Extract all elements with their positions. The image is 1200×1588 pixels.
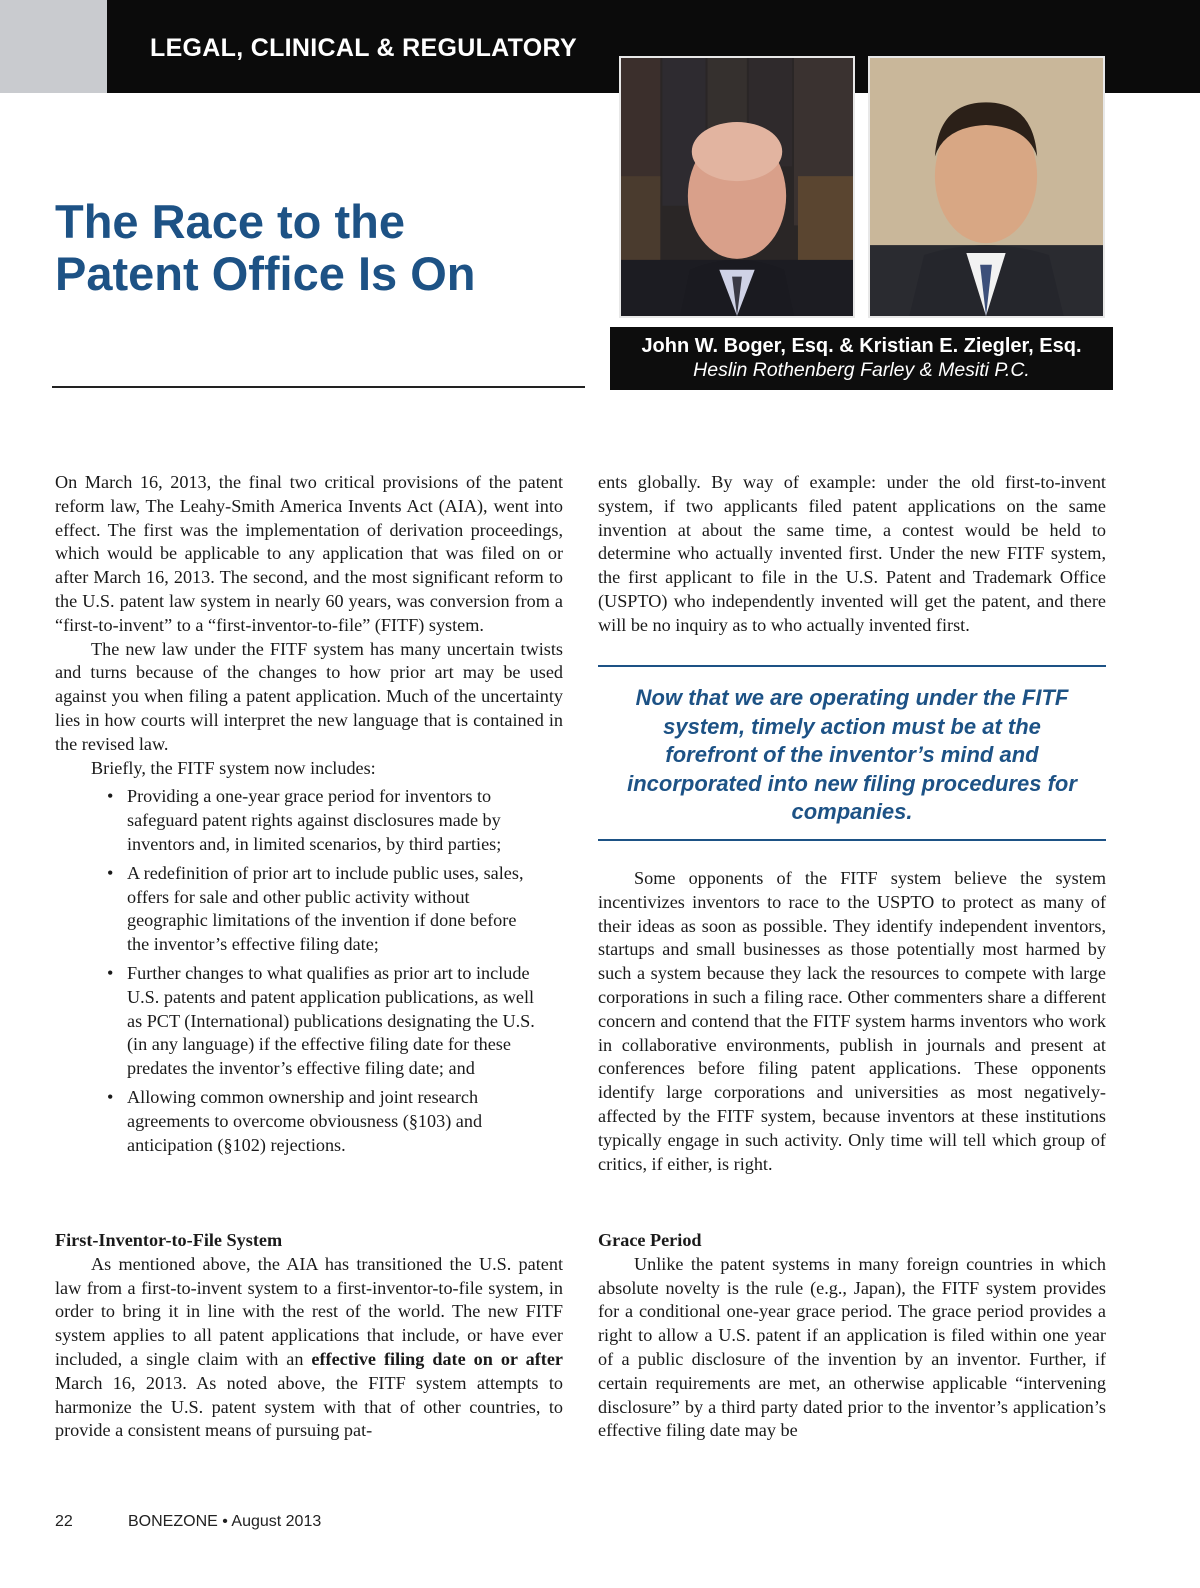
pull-quote	[598, 665, 1106, 841]
right-paragraph-2: Some opponents of the FITF system believe the system incentivizes inventors to race to the USPTO to protect as many of their ideas as soon as possible. They identify independent inventors, startups and small businesses as those potentially most harmed by such a system because they lack the resources to compete with large corporations in such a filing race. Other commenters share a different concern and contend that the FITF system harms inventors who work in collaborative environments, publish in journals and present at conferences before filing patent applications. These opponents identify large corporations and universities as most negatively-affected by the FITF system, because inventors at these institutions typically engage in such activity. Only time will tell which group of critics, if either, is right.	[598, 868, 1106, 1174]
page-footer	[55, 1513, 321, 1531]
bullet-icon: •	[107, 962, 114, 983]
bullet-icon: •	[107, 786, 114, 807]
fitf-bullet-list	[55, 785, 563, 1157]
author-photo-left	[619, 56, 855, 318]
title-divider	[52, 386, 585, 388]
bullet-icon: •	[107, 1086, 114, 1107]
right-column-top	[598, 471, 1106, 638]
fitf-paragraph-part-2: March 16, 2013. As noted above, the FITF system attempts to harmonize the U.S. patent system with that of other countries, to provide a consistent means of pursuing pat-	[55, 1372, 563, 1441]
section-heading-fitf: First-Inventor-to-File System	[55, 1230, 283, 1250]
title-line-1: The Race to the	[55, 195, 405, 248]
list-item	[55, 862, 563, 957]
right-column-middle	[598, 867, 1106, 1176]
fitf-paragraph-part-1: As mentioned above, the AIA has transitioned the U.S. patent law from a first-to-invent system to a first-inventor-to-file system, in order to bring it in line with the rest of the world. The new FITF system applies to all patent applications that include, or have ever included, a single claim with an	[55, 1253, 563, 1369]
fitf-paragraph-bold: effective filing date on or after	[311, 1348, 563, 1369]
body-paragraph-1: On March 16, 2013, the final two critical provisions of the patent reform law, The Leahy-Smith America Invents Act (AIA), went into effect. The first was the implementation of derivation proceedings, which would be applicable to any application that was filed on or after March 16, 2013. The second, and the most significant reform to the U.S. patent law system in nearly 60 years, was conversion from a “first-to-invent” to a “first-inventor-to-file” (FITF) system.	[55, 472, 563, 635]
fitf-paragraph	[55, 1253, 563, 1443]
list-item-text: Allowing common ownership and joint research agreements to overcome obviousness (§103) and anticipation (§102) rejections.	[127, 1086, 483, 1155]
title-line-2: Patent Office Is On	[55, 247, 476, 300]
list-item-text: A redefinition of prior art to include public uses, sales, offers for sale and other public activity without geographic limitations of the invention if done before the inventor’s effective filing date;	[127, 862, 524, 955]
body-paragraph-2: The new law under the FITF system has many uncertain twists and turns because of the changes to how prior art may be used against you when filing a patent application. Much of the uncertainty lies in how courts will interpret the new language that is contained in the revised law.	[55, 638, 563, 754]
left-column-bottom	[55, 1229, 563, 1443]
section-label: LEGAL, CLINICAL & REGULATORY	[150, 34, 577, 62]
list-item	[55, 962, 563, 1081]
grace-paragraph: Unlike the patent systems in many foreign countries in which absolute novelty is the rule (e.g., Japan), the FITF system provides for a conditional one-year grace period. The grace period provides a right to allow a U.S. patent if an application is filed within one year of a public disclosure of the invention by an inventor. Further, if certain requirements are met, an otherwise applicable “intervening disclosure” by a third party dated prior to the inventor’s application’s effective filing date may be	[598, 1253, 1106, 1441]
byline-authors: John W. Boger, Esq. & Kristian E. Ziegler, Esq.	[641, 335, 1082, 357]
left-column	[55, 471, 563, 1162]
right-paragraph-1: ents globally. By way of example: under the old first-to-invent system, if two applicants filed patent applications on the same invention at about the same time, a contest would be held to determine who actually invented first. Under the new FITF system, the first applicant to file in the U.S. Patent and Trademark Office (USPTO) who independently invented will get the patent, and there will be no inquiry as to who actually invented first.	[598, 472, 1106, 635]
byline-firm: Heslin Rothenberg Farley & Mesiti P.C.	[693, 359, 1030, 381]
page-number: 22	[55, 1513, 73, 1530]
author-photo-left-image	[621, 58, 853, 316]
list-item-text: Providing a one-year grace period for inventors to safeguard patent rights against disclosures made by inventors and, in limited scenarios, by third parties;	[127, 786, 502, 854]
body-paragraph-3: Briefly, the FITF system now includes:	[91, 757, 376, 778]
byline-box	[610, 327, 1113, 390]
right-column-bottom	[598, 1229, 1106, 1443]
list-item	[55, 785, 563, 856]
bullet-icon: •	[107, 862, 114, 883]
article-title	[55, 196, 595, 300]
pull-quote-text: Now that we are operating under the FITF system, timely action must be at the forefront of the inventor’s mind and incorporated into new filing procedures for companies.	[627, 685, 1077, 824]
header-gray-tab	[0, 0, 107, 93]
publication-info: BONEZONE • August 2013	[128, 1513, 322, 1530]
author-photo-right	[868, 56, 1105, 318]
section-heading-grace: Grace Period	[598, 1230, 702, 1250]
list-item	[55, 1086, 563, 1157]
author-photo-right-image	[870, 58, 1103, 316]
list-item-text: Further changes to what qualifies as prior art to include U.S. patents and patent application publications, as well as PCT (International) publications designating the U.S. (in any language) if the effective filing date for these predates the inventor’s effective filing date; and	[127, 962, 535, 1079]
